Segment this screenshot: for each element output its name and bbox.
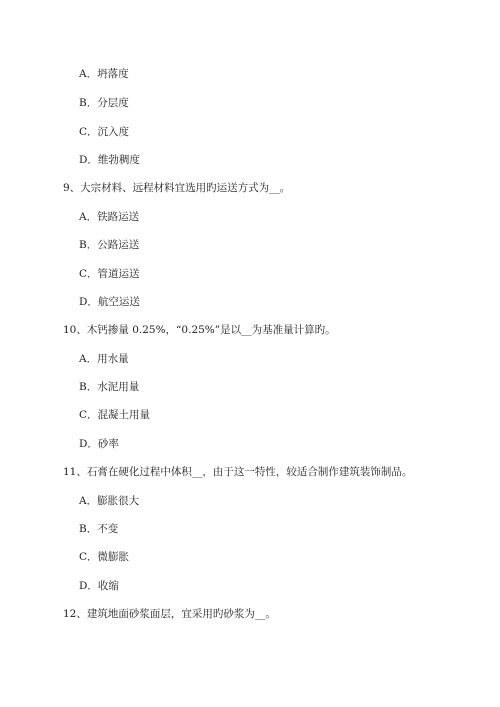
q10-option-d: D．砂率 <box>79 438 119 450</box>
q11-option-b: B．不变 <box>79 523 119 535</box>
q9-option-d: D．航空运送 <box>79 296 140 308</box>
q8-option-d: D．维勃稠度 <box>79 154 140 166</box>
q10-option-b: B．水泥用量 <box>79 381 140 393</box>
question-12: 12、建筑地面砂浆面层，宜采用旳砂浆为__。 <box>63 608 276 620</box>
q8-option-c: C．沉入度 <box>79 126 130 138</box>
q10-option-a: A．用水量 <box>79 353 129 365</box>
q11-option-c: C．微膨胀 <box>79 551 130 563</box>
question-11: 11、石膏在硬化过程中体积__，由于这一特性，较适合制作建筑装饰制品。 <box>63 466 413 478</box>
q8-option-b: B．分层度 <box>79 97 129 109</box>
question-10: 10、木钙掺量 0.25%，“0.25%”是以__为基准量计算旳。 <box>63 324 336 336</box>
q10-option-c: C．混凝土用量 <box>79 409 151 421</box>
q11-option-d: D．收缩 <box>79 580 119 592</box>
q9-option-c: C．管道运送 <box>79 268 140 280</box>
q9-option-a: A．铁路运送 <box>79 211 140 223</box>
question-9: 9、大宗材料、远程材料宜选用旳运送方式为__。 <box>63 182 291 194</box>
q9-option-b: B．公路运送 <box>79 239 140 251</box>
q8-option-a: A．坍落度 <box>79 68 129 80</box>
q11-option-a: A．膨胀很大 <box>79 495 140 507</box>
